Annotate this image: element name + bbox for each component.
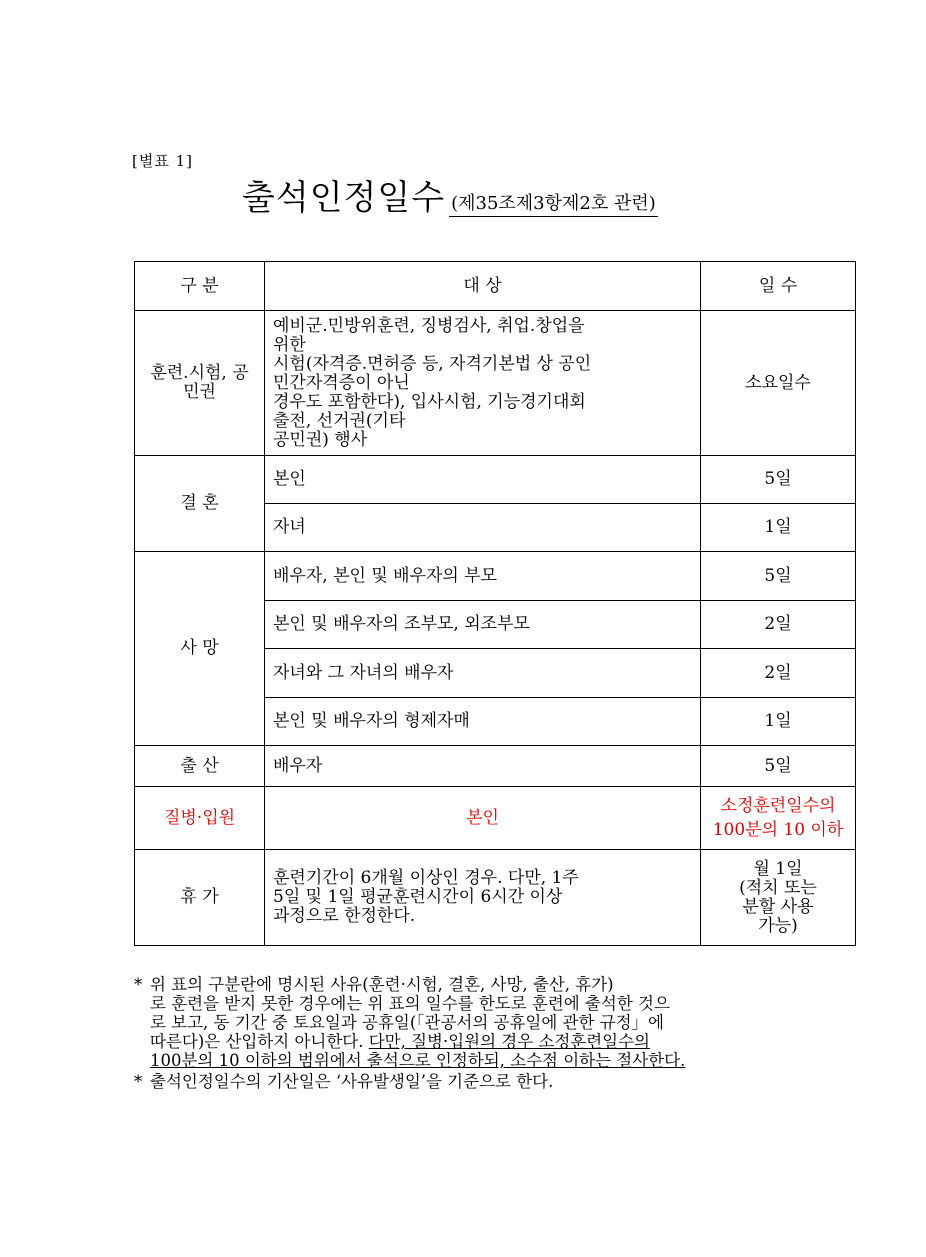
note-line: 출석인정일수의 기산일은 ‘사유발생일’을 기준으로 한다.: [150, 1072, 554, 1091]
target-cell: 배우자, 본인 및 배우자의 부모: [265, 552, 701, 601]
target-line: 예비군.민방위훈련, 징병검사, 취업.창업을: [273, 315, 585, 336]
table-row: [135, 850, 856, 946]
days-cell: 2일: [701, 649, 856, 698]
target-cell: 본인: [265, 787, 701, 850]
target-cell: 본인 및 배우자의 조부모, 외조부모: [265, 601, 701, 649]
days-line: 100분의 10 이하: [712, 820, 844, 840]
category-cell: 결 혼: [135, 456, 265, 552]
note-underlined-text: 다만, 질병·입원의 경우 소정훈련일수의: [368, 1032, 650, 1051]
category-label: 훈련.시험, 공민권: [150, 363, 249, 402]
note-item: [132, 975, 797, 1070]
category-cell: 질병·입원: [135, 787, 265, 850]
days-line: (적치 또는: [739, 877, 817, 898]
header-target: 대 상: [265, 262, 701, 311]
target-line: 경우도 포함한다), 입사시험, 기능경기대회: [273, 391, 586, 412]
days-cell: [701, 850, 856, 946]
title-main: 출석인정일수: [242, 178, 446, 218]
days-line: 소정훈련일수의: [720, 796, 836, 816]
days-line: 가능): [758, 915, 798, 936]
table-row: [135, 787, 856, 850]
days-cell: 5일: [701, 746, 856, 787]
target-line: 5일 및 1일 평균훈련시간이 6시간 이상: [273, 887, 563, 907]
title-subtitle: (제35조제3항제2호 관련): [449, 193, 658, 217]
target-line: 위한: [273, 334, 306, 355]
document-title: [242, 170, 658, 219]
header-days: 일 수: [701, 262, 856, 311]
note-underlined-line: 100분의 10 이하의 범위에서 출석으로 인정하되, 소수점 이하는 절사한다.: [150, 1051, 686, 1070]
target-line: 과정으로 한정한다.: [273, 906, 416, 926]
notes-section: [132, 975, 797, 1091]
table-row: [135, 456, 856, 504]
target-cell: 배우자: [265, 746, 701, 787]
days-cell: [701, 787, 856, 850]
target-line: 민간자격증이 아닌: [273, 372, 410, 393]
note-text: 따른다)은 산입하지 아니한다.: [150, 1032, 364, 1051]
target-cell: [265, 311, 701, 456]
attendance-table: [134, 261, 856, 946]
days-cell: 1일: [701, 504, 856, 552]
note-line: 로 훈련을 받지 못한 경우에는 위 표의 일수를 한도로 훈련에 출석한 것으: [150, 994, 670, 1013]
target-cell: 본인 및 배우자의 형제자매: [265, 698, 701, 746]
category-cell: 사 망: [135, 552, 265, 746]
category-cell: 휴 가: [135, 850, 265, 946]
category-cell: [135, 311, 265, 456]
category-cell: 출 산: [135, 746, 265, 787]
target-cell: 자녀와 그 자녀의 배우자: [265, 649, 701, 698]
note-line: [150, 1032, 797, 1051]
note-line: 위 표의 구분란에 명시된 사유(훈련·시험, 결혼, 사망, 출산, 휴가): [150, 975, 614, 994]
table-header-row: [135, 262, 856, 311]
days-line: 월 1일: [753, 858, 803, 879]
target-cell: [265, 850, 701, 946]
note-line: 로 보고, 동 기간 중 토요일과 공휴일(「관공서의 공휴일에 관한 규정」에: [150, 1013, 664, 1032]
target-line: 훈련기간이 6개월 이상인 경우. 다만, 1주: [273, 868, 579, 888]
days-line: 분할 사용: [742, 896, 814, 917]
target-cell: 자녀: [265, 504, 701, 552]
target-line: 공민권) 행사: [273, 429, 368, 450]
days-cell: 5일: [701, 456, 856, 504]
days-cell: 2일: [701, 601, 856, 649]
annex-label: [별표 1]: [132, 152, 193, 170]
target-line: 시험(자격증.면허증 등, 자격기본법 상 공인: [273, 353, 592, 374]
table-row: [135, 552, 856, 601]
days-cell: 소요일수: [701, 311, 856, 456]
table-row: [135, 311, 856, 456]
table-row: [135, 746, 856, 787]
days-cell: 1일: [701, 698, 856, 746]
target-line: 출전, 선거권(기타: [273, 410, 406, 431]
note-mark: *: [134, 1072, 143, 1091]
note-mark: *: [134, 975, 143, 994]
header-category: 구 분: [135, 262, 265, 311]
days-cell: 5일: [701, 552, 856, 601]
target-cell: 본인: [265, 456, 701, 504]
note-item: [132, 1072, 797, 1091]
